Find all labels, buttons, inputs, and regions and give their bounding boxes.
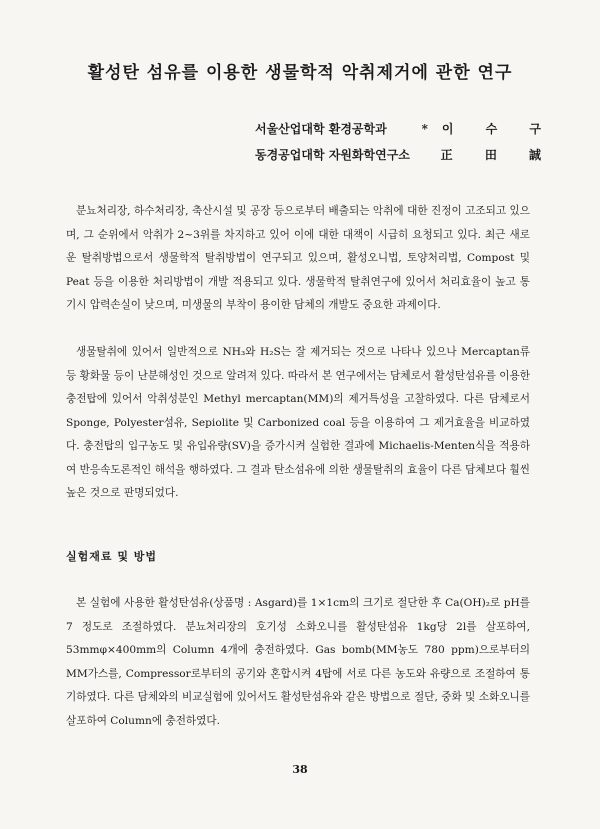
abstract-text-2: 생물탈취에 있어서 일반적으로 NH₃와 H₂S는 잘 제거되는 것으로 나타나 있으나 Mercaptan류 등 황화물 등이 난분해성인 것으로 알려져 있다. 따라서 본 연구에서는 담체로서 활성탄섬유를 이용한 충전탑에 있어서 악취성분인 Methyl mercaptan(MM)의 제거특성을 고찰하였다. 다른 담체로서 Sponge, Polyester섬유, Sepiolite 및 Carbonized coal 등을 이용하여 그 제거효율을 비교하였다. 충전탑의 입구농도 및 유입유량(SV)을 증가시켜 실험한 결과에 Michaelis-Menten식을 적용하여 반응속도론적인 해석을 행하였다. 그 결과 탄소섬유에 의한 생물탈취의 효율이 다른 담체보다 훨씬 높은 것으로 판명되었다. [66,346,530,499]
section-heading: 실험재료 및 방법 [66,550,158,563]
affiliation-institution: 동경공업대학 자원화학연구소 [255,148,410,162]
affiliation-2 [255,146,555,163]
abstract-paragraph-1 [66,200,530,318]
methods-text: 본 실험에 사용한 활성탄섬유(상품명 : Asgard)를 1×1cm의 크기로 절단한 후 Ca(OH)₂로 pH를 7 정도로 조절하였다. 분뇨처리장의 호기성 소화오니를 활성탄섬유 1kg당 2l를 살포하여, 53mmφ×400mm의 Column 4개에 충전하였다. Gas bomb(MM농도 780 ppm)으로부터의 MM가스를, Compressor로부터의 공기와 혼합시켜 4탑에 서로 다른 농도와 유량으로 조절하여 통기하였다. 다른 담체와의 비교실험에 있어서도 활성탄섬유와 같은 방법으로 절단, 중화 및 소화오니를 살포하여 Column에 충전하였다. [66,597,530,727]
author-name: *이 수 구 [421,122,555,136]
affiliation-1 [255,120,555,137]
methods-paragraph [66,592,530,733]
page-number: 38 [292,763,308,776]
paper-title: 활성탄 섬유를 이용한 생물학적 악취제거에 관한 연구 [87,63,513,83]
abstract-text-1: 분뇨처리장, 하수처리장, 축산시설 및 공장 등으로부터 배출되는 악취에 대한 진정이 고조되고 있으며, 그 순위에서 악취가 2~3위를 차지하고 있어 이에 대한 대책이 시급히 요청되고 있다. 최근 새로운 탈취방법으로서 생물학적 탈취방법이 연구되고 있으며, 활성오니법, 토양처리법, Compost 및 Peat 등을 이용한 처리방법이 개발 적용되고 있다. 생물학적 탈취연구에 있어서 처리효율이 높고 통기시 압력손실이 낮으며, 미생물의 부착이 용이한 담체의 개발도 중요한 과제이다. [66,205,530,311]
affiliation-institution: 서울산업대학 환경공학과 [255,122,387,136]
author-name: 正 田 誠 [440,148,555,162]
abstract-paragraph-2 [66,341,530,506]
